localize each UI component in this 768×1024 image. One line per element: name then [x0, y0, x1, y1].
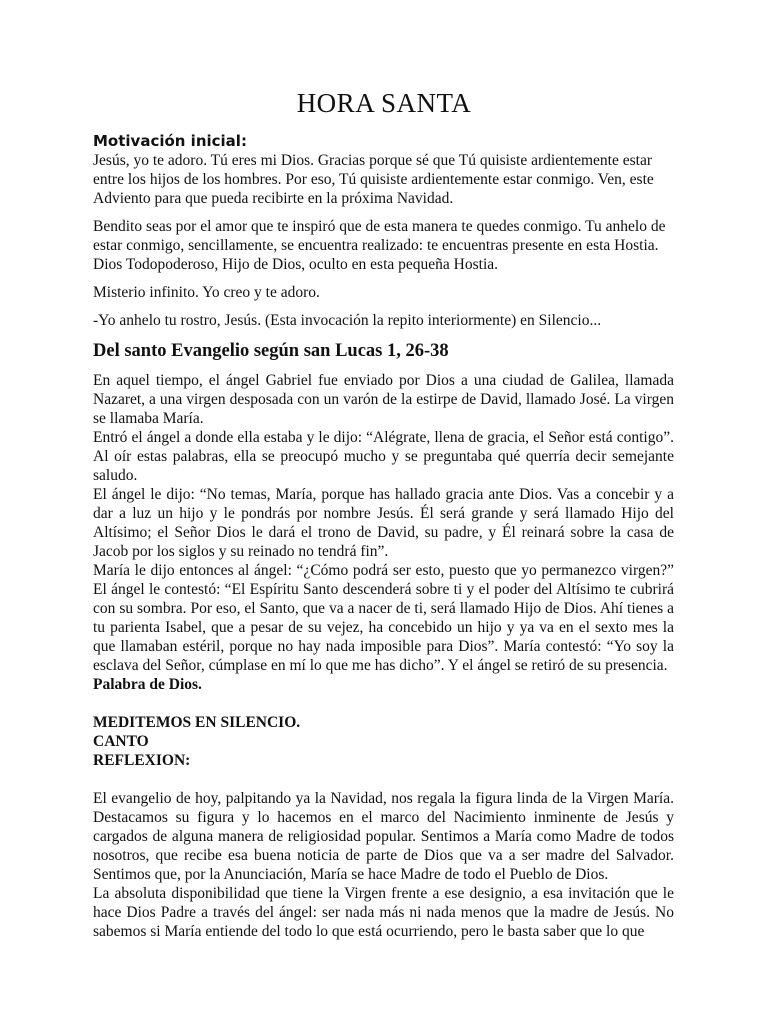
- document-body: [93, 131, 674, 941]
- meditation-label: MEDITEMOS EN SILENCIO.: [93, 714, 301, 731]
- gospel-paragraph-1: En aquel tiempo, el ángel Gabriel fue enviado por Dios a una ciudad de Galilea, llamada Nazaret, a una virgen desposada con un varón de la estirpe de David, llamado José. La virgen se llamaba María.: [93, 372, 674, 427]
- reflection-label: REFLEXION:: [93, 752, 191, 769]
- motivation-heading: Motivación inicial:: [93, 132, 247, 150]
- motivation-paragraph-4: -Yo anhelo tu rostro, Jesús. (Esta invocación la repito interiormente) en Silencio...: [93, 312, 602, 329]
- gospel-paragraph-4: María le dijo entonces al ángel: “¿Cómo podrá ser esto, puesto que yo permanezco virgen?” El ángel le contestó: “El Espíritu Santo descenderá sobre ti y el poder del Altísimo te cubrirá con su sombra. Por eso, el Santo, que va a nacer de ti, será llamado Hijo de Dios. Ahí tienes a tu parienta Isabel, que a pesar de su vejez, ha concebido un hijo y ya va en el sexto mes la que llamaban estéril, porque no hay nada imposible para Dios”. María contestó: “Yo soy la esclava del Señor, cúmplase en mí lo que me has dicho”. Y el ángel se retiró de su presencia.: [93, 562, 674, 674]
- gospel-closing: Palabra de Dios.: [93, 676, 202, 693]
- spacer: [93, 770, 674, 789]
- reflection-paragraph-2: La absoluta disponibilidad que tiene la Virgen frente a ese designio, a esa invitación que le hace Dios Padre a través del ángel: ser nada más ni nada menos que la madre de Jesús. No sabemos si María entiende del todo lo que está ocurriendo, pero le basta saber que lo que: [93, 885, 674, 940]
- gospel-paragraph-2: Entró el ángel a donde ella estaba y le dijo: “Alégrate, llena de gracia, el Señor está contigo”. Al oír estas palabras, ella se preocupó mucho y se preguntaba qué querría decir semejante saludo.: [93, 429, 674, 484]
- page-title: HORA SANTA: [296, 88, 472, 118]
- gospel-heading: Del santo Evangelio según san Lucas 1, 26-38: [93, 341, 449, 361]
- motivation-paragraph-3: Misterio infinito. Yo creo y te adoro.: [93, 284, 320, 301]
- motivation-paragraph-2: Bendito seas por el amor que te inspiró que de esta manera te quedes conmigo. Tu anhelo de estar conmigo, sencillamente, se encuentra realizado: te encuentras presente en esta Hostia. Dios Todopoderoso, Hijo de Dios, oculto en esta pequeña Hostia.: [93, 218, 666, 273]
- reflection-paragraph-1: El evangelio de hoy, palpitando ya la Navidad, nos regala la figura linda de la Virgen María. Destacamos su figura y lo hacemos en el marco del Nacimiento inminente de Jesús y cargados de alguna manera de religiosidad popular. Sentimos a María como Madre de todos nosotros, que recibe esa buena noticia de parte de Dios que va a ser madre del Salvador. Sentimos que, por la Anunciación, María se hace Madre de todo el Pueblo de Dios.: [93, 790, 674, 883]
- motivation-paragraph-1: Jesús, yo te adoro. Tú eres mi Dios. Gracias porque sé que Tú quisiste ardientemente estar entre los hijos de los hombres. Por eso, Tú quisiste ardientemente estar conmigo. Ven, este Adviento para que pueda recibirte en la próxima Navidad.: [93, 152, 654, 207]
- gospel-paragraph-3: El ángel le dijo: “No temas, María, porque has hallado gracia ante Dios. Vas a concebir y a dar a luz un hijo y le pondrás por nombre Jesús. Él será grande y será llamado Hijo del Altísimo; el Señor Dios le dará el trono de David, su padre, y Él reinará sobre la casa de Jacob por los siglos y su reinado no tendrá fin”.: [93, 486, 674, 560]
- spacer: [93, 694, 674, 713]
- song-label: CANTO: [93, 733, 149, 750]
